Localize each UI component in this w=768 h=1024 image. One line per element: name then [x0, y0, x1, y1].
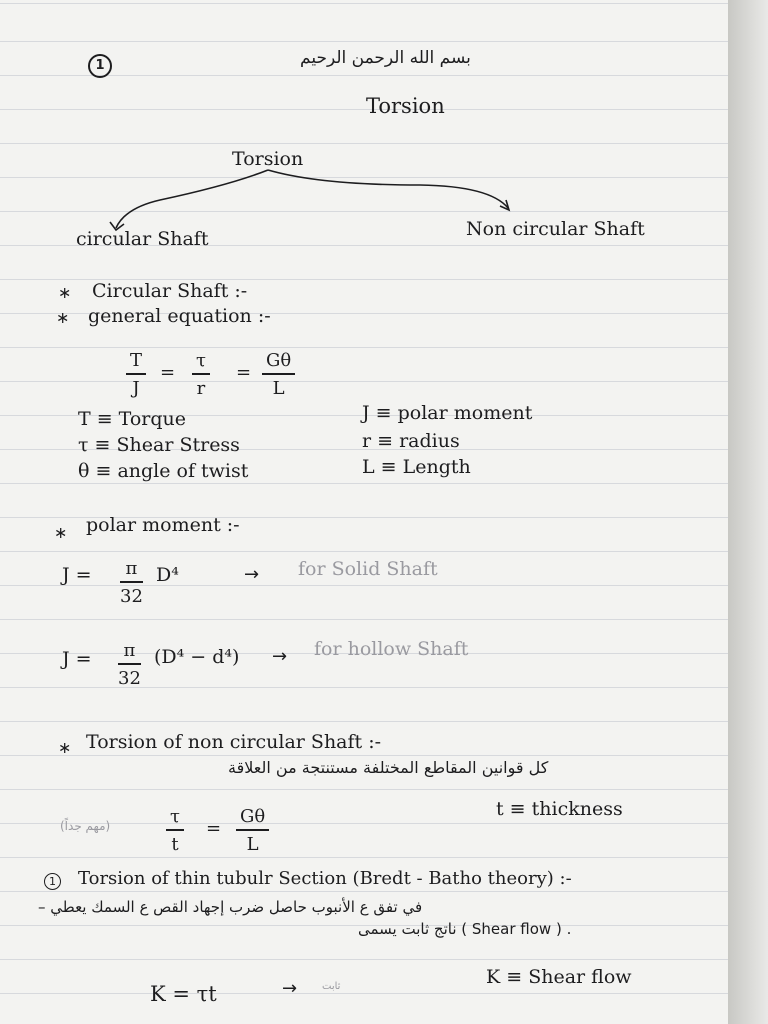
- solid-d4: D⁴: [156, 564, 179, 586]
- non-circular-heading: Torsion of non circular Shaft :-: [86, 731, 382, 753]
- fraction-denominator: L: [246, 834, 259, 855]
- fraction-numerator: τ: [196, 350, 206, 371]
- branch-right-line: [268, 170, 508, 208]
- fraction-numerator: Gθ: [266, 350, 292, 371]
- definition-polar-moment: J ≡ polar moment: [362, 402, 533, 424]
- shear-flow-equation: K = τt: [150, 982, 217, 1006]
- fraction-denominator: t: [171, 834, 179, 855]
- general-equation-heading: general equation :-: [88, 305, 271, 327]
- definition-length: L ≡ Length: [362, 456, 471, 478]
- fraction-numerator: π: [123, 640, 136, 661]
- hollow-shaft-note: for hollow Shaft: [314, 638, 469, 660]
- fraction-gtheta-over-l: [236, 808, 269, 854]
- tree-left-node: circular Shaft: [76, 228, 209, 250]
- tree-root: Torsion: [232, 148, 304, 170]
- equals-sign: =: [236, 362, 252, 383]
- circular-heading: Circular Shaft :-: [92, 280, 248, 302]
- fraction-numerator: T: [130, 350, 143, 371]
- definition-angle-of-twist: θ ≡ angle of twist: [78, 460, 249, 482]
- bullet-star-icon: ∗: [54, 523, 68, 542]
- fraction-torque-over-j: [126, 352, 146, 398]
- fraction-numerator: Gθ: [240, 806, 266, 827]
- hollow-diameter-expression: (D⁴ − d⁴): [154, 646, 240, 668]
- non-circular-arabic-note: كل قوانين المقاطع المختلفة مستنتجة من العلاقة: [228, 758, 549, 777]
- arrow-right-icon: →: [244, 564, 260, 585]
- tree-right-node: Non circular Shaft: [466, 218, 645, 240]
- definition-torque: T ≡ Torque: [78, 408, 187, 430]
- polar-moment-heading: polar moment :-: [86, 514, 240, 536]
- arrow-right-icon: →: [282, 978, 298, 999]
- equals-sign: =: [206, 818, 222, 839]
- thin-tubular-arabic-line-2: . ( Shear flow ) ناتج ثابت يسمى: [358, 920, 572, 938]
- fraction-stress-over-t: [166, 808, 184, 854]
- item-number: 1: [44, 873, 61, 890]
- bullet-star-icon: ∗: [58, 738, 72, 757]
- equals-sign: =: [160, 362, 176, 383]
- thin-tubular-heading: Torsion of thin tubulr Section (Bredt - Batho theory) :-: [78, 868, 572, 889]
- fraction-denominator: r: [196, 378, 206, 399]
- thin-tubular-arabic-line-1: في تفق ع الأنبوب حاصل ضرب إجهاد القص ع السمك يعطي –: [38, 898, 423, 916]
- definition-radius: r ≡ radius: [362, 430, 460, 452]
- fraction-stress-over-r: [192, 352, 210, 398]
- fraction-denominator: J: [132, 378, 140, 399]
- fraction-pi-over-32: [120, 560, 143, 606]
- bullet-star-icon: ∗: [56, 308, 70, 327]
- important-side-note: (مهم جداً): [60, 819, 111, 833]
- hollow-lhs: J =: [62, 648, 92, 670]
- shear-flow-definition: K ≡ Shear flow: [486, 966, 632, 988]
- fraction-denominator: L: [272, 378, 285, 399]
- solid-lhs: J =: [62, 564, 92, 586]
- fraction-gtheta-over-l: [262, 352, 295, 398]
- fraction-numerator: τ: [170, 806, 180, 827]
- definition-shear-stress: τ ≡ Shear Stress: [78, 434, 240, 456]
- fraction-pi-over-32: [118, 642, 141, 688]
- definition-thickness: t ≡ thickness: [496, 798, 623, 820]
- shear-flow-arrow-note: ثابت: [322, 981, 341, 992]
- arrow-right-icon: →: [272, 646, 288, 667]
- fraction-denominator: 32: [118, 668, 141, 689]
- branch-left-line: [116, 170, 268, 228]
- bullet-star-icon: ∗: [58, 283, 72, 302]
- page-number: 1: [88, 54, 112, 78]
- basmala: بسم الله الرحمن الرحيم: [300, 48, 471, 68]
- page-title: Torsion: [366, 94, 445, 118]
- solid-shaft-note: for Solid Shaft: [298, 558, 438, 580]
- fraction-denominator: 32: [120, 586, 143, 607]
- fraction-numerator: π: [125, 558, 138, 579]
